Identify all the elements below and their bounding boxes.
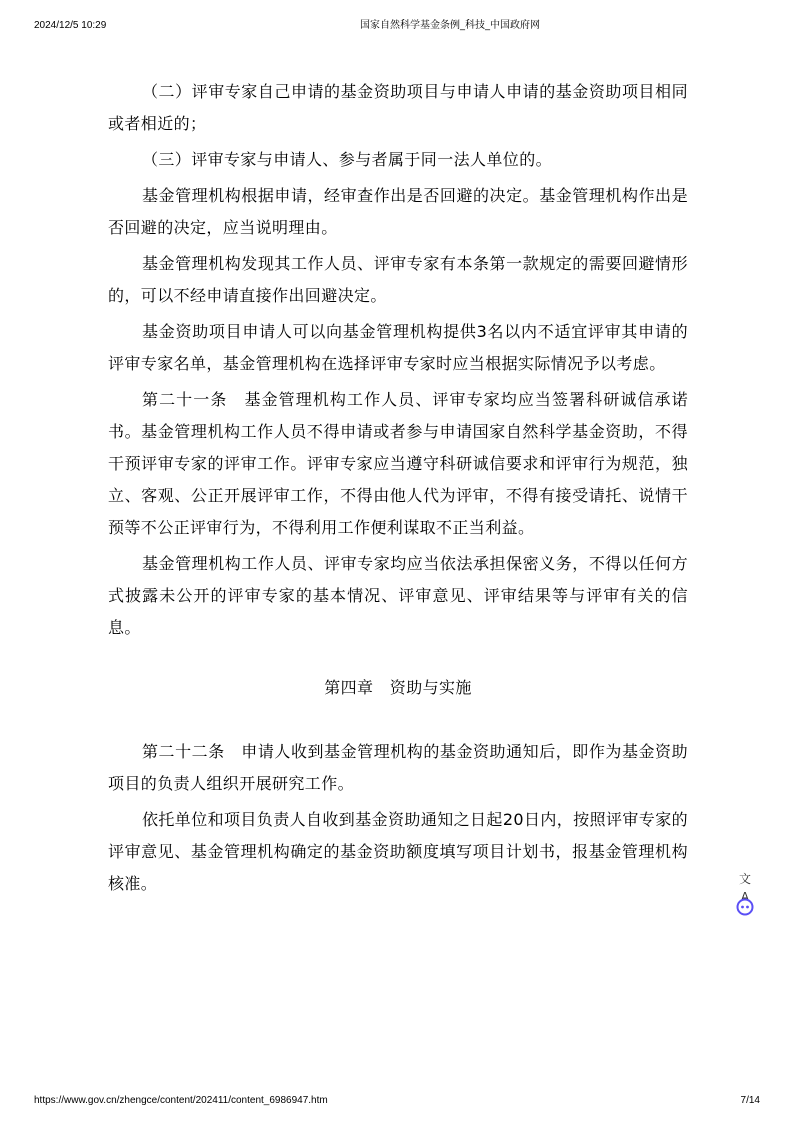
- translate-icon[interactable]: 文A: [738, 872, 751, 904]
- side-toolbar: [734, 870, 756, 916]
- article-22-paragraph: 第二十二条 申请人收到基金管理机构的基金资助通知后，即作为基金资助项目的负责人组织开展研究工作。: [108, 742, 688, 793]
- footer-url: https://www.gov.cn/zhengce/content/202411/content_6986947.htm: [34, 1095, 328, 1106]
- paragraph: （二）评审专家自己申请的基金资助项目与申请人申请的基金资助项目相同或者相近的；: [108, 82, 688, 133]
- article-21-paragraph: 第二十一条 基金管理机构工作人员、评审专家均应当签署科研诚信承诺书。基金管理机构工作人员不得申请或者参与申请国家自然科学基金资助，不得干预评审专家的评审工作。评审专家应当遵守科研诚信要求和评审行为规范，独立、客观、公正开展评审工作，不得由他人代为评审，不得有接受请托、说情干预等不公正评审行为，不得利用工作便利谋取不正当利益。: [108, 390, 688, 537]
- page-number: 7/14: [740, 1095, 760, 1106]
- paragraph: 基金管理机构工作人员、评审专家均应当依法承担保密义务，不得以任何方式披露未公开的评审专家的基本情况、评审意见、评审结果等与评审有关的信息。: [108, 554, 688, 637]
- chapter-heading: 第四章 资助与实施: [324, 678, 472, 697]
- header-page-title: 国家自然科学基金条例_科技_中国政府网: [360, 20, 540, 31]
- paragraph: 依托单位和项目负责人自收到基金资助通知之日起20日内，按照评审专家的评审意见、基金管理机构确定的基金资助额度填写项目计划书，报基金管理机构核准。: [108, 810, 688, 893]
- document-body: [108, 76, 688, 904]
- assistant-icon[interactable]: [736, 898, 754, 916]
- header-datetime: 2024/12/5 10:29: [34, 20, 107, 31]
- paragraph: 基金管理机构发现其工作人员、评审专家有本条第一款规定的需要回避情形的，可以不经申请直接作出回避决定。: [108, 254, 688, 305]
- paragraph: （三）评审专家与申请人、参与者属于同一法人单位的。: [142, 150, 553, 169]
- paragraph: 基金资助项目申请人可以向基金管理机构提供3名以内不适宜评审其申请的评审专家名单，基金管理机构在选择评审专家时应当根据实际情况予以考虑。: [108, 322, 688, 373]
- paragraph: 基金管理机构根据申请，经审查作出是否回避的决定。基金管理机构作出是否回避的决定，应当说明理由。: [108, 186, 688, 237]
